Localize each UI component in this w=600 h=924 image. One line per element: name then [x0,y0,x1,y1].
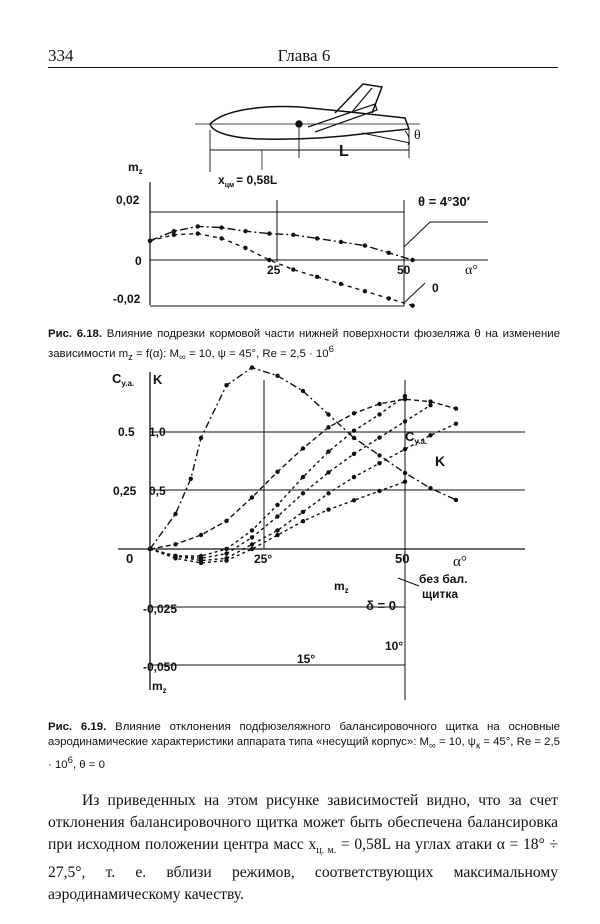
data-point [377,412,381,416]
fig619-zero-label: 0 [126,551,134,566]
data-point [403,419,407,423]
tail-fin [335,84,382,113]
fig619-k-tick-05: 0,5 [149,484,166,498]
data-point [352,475,356,479]
data-point [403,480,407,484]
fig618-caption-sup: 6 [328,344,334,355]
data-point [377,402,381,406]
fig618-caption-text: Влияние подрезки кормовой части нижней поверхности фюзеляжа θ на изменение зависимости m [48,328,560,360]
fig619-caption-text: Влияние отклонения подфюзеляжного балансировочного щитка на основные аэродинамические характеристики аппарата типа «несущий корпус»: M [48,721,560,748]
fig619-caption-text3: = 45°, Re = 2,5 · 10 [48,736,561,772]
fig618-theta-leader [404,222,488,247]
fig618-caption-number: Рис. 6.18. [48,328,103,340]
fig619-mz-axis-label: $m_z$ [152,679,167,695]
fig619-cy-label: $C_{y.a.}$ [112,371,135,388]
data-point [301,491,305,495]
data-point [315,236,319,240]
fig618-caption-sub: z [128,352,133,364]
data-point [224,383,228,387]
fig618-ytick-m002: -0,02 [113,292,141,306]
fig619-noflap-label-1: без бал. [419,572,468,586]
data-point [352,411,356,415]
data-point [339,282,343,286]
fig618-theta-curve-label: θ = 4°30′ [418,194,470,209]
fig619-curves [148,365,458,565]
data-point [377,453,381,457]
data-point [326,491,330,495]
fig619-plot [118,372,525,700]
data-point [196,231,200,235]
fig619-cy-tick-05: 0.5 [118,425,135,439]
data-point [454,406,458,410]
data-point [199,554,203,558]
data-point [403,394,407,398]
page-number: 334 [48,46,74,65]
data-point [224,547,228,551]
data-point [243,246,247,250]
data-point [267,231,271,235]
figure-6-18 [195,84,420,172]
data-point [189,477,193,481]
fig619-k-label: K [153,372,163,387]
body-paragraph [48,790,558,906]
series-line-618-1 [150,234,413,306]
data-point [326,507,330,511]
fig618-ytick-002: 0,02 [116,193,140,207]
data-point [428,433,432,437]
fig619-k-tick-1: 1,0 [149,425,166,439]
data-point [275,533,279,537]
fig619-caption-text2: = 10, ψ [435,736,476,748]
data-point [173,554,177,558]
data-point [275,374,279,378]
figure-6-19-caption [48,720,560,773]
theta-flap-line [362,133,410,143]
data-point [403,447,407,451]
fig619-delta15-label: 15° [297,652,316,666]
data-point [377,435,381,439]
data-point [352,429,356,433]
data-point [267,258,271,262]
fig619-delta10-label: 10° [385,639,404,653]
data-point [291,267,295,271]
fig619-caption-sup: 6 [67,755,73,767]
data-point [250,495,254,499]
data-point [339,240,343,244]
series-line-619-4 [150,405,431,558]
paragraph-part-1: Из приведенных на этом рисунке зависимостей видно, что за счет отклонения балансировочного щитка может быть обеспечена балансировка при исходном положении центра масс x [48,792,558,853]
data-point [224,519,228,523]
data-point [291,233,295,237]
data-point [301,446,305,450]
data-point [377,461,381,465]
fig618-theta-label: θ [414,128,421,143]
data-point [403,471,407,475]
data-point [454,422,458,426]
data-point [352,452,356,456]
data-point [301,519,305,523]
fig618-x-label: α° [465,263,478,278]
fig619-noflap-leader [398,578,419,586]
data-point [219,236,223,240]
fig619-caption-number: Рис. 6.19. [48,721,107,733]
figure-6-18-caption [48,327,560,365]
fig619-k-curve-label: K [435,453,446,469]
data-point [352,436,356,440]
fig619-xtick-50: 50 [395,551,410,566]
data-point [301,389,305,393]
data-point [326,470,330,474]
data-point [250,542,254,546]
fig618-xcm-label: $x_{цм} = 0,58L$ [218,173,278,189]
series-line-619-2 [150,482,405,563]
fig619-caption-sub2: к [475,740,481,752]
data-point [275,514,279,518]
data-point [224,551,228,555]
fig619-cy-tick-025: 0,25 [113,484,137,498]
series-line-618-0 [150,226,413,260]
fig619-caption-tail: , θ = 0 [72,759,105,772]
fig619-noflap-label-2: щитка [422,587,459,601]
data-point [219,225,223,229]
data-point [301,510,305,514]
fig619-caption-sub: ∞ [429,740,436,752]
data-point [352,498,356,502]
data-point [250,365,254,369]
data-point [387,296,391,300]
fig619-x-label: α° [453,554,467,570]
data-point [275,470,279,474]
theta-arc [405,131,409,145]
data-point [250,535,254,539]
data-point [428,403,432,407]
data-point [363,289,367,293]
data-point [387,251,391,255]
data-point [250,547,254,551]
data-point [410,303,414,307]
data-point [148,239,152,243]
fig618-zero-leader [405,283,425,302]
data-point [326,449,330,453]
data-point [275,503,279,507]
paragraph-part-2: = 0,58L на углах атаки α = 18° ÷ 27,5°, т. е. вблизи режимов, соответствующих максимальному аэродинамическому качеству. [48,836,559,904]
data-point [173,512,177,516]
data-point [172,233,176,237]
data-point [301,475,305,479]
paragraph-sub: ц. м. [316,845,337,857]
data-point [250,528,254,532]
fig618-xtick-25: 25 [267,263,281,277]
data-point [275,528,279,532]
chapter-title: Глава 6 [277,46,331,65]
series-line-619-1 [150,399,456,549]
data-point [199,533,203,537]
data-point [454,498,458,502]
fig618-L-label: L [339,143,349,160]
fig619-xtick-25: 25° [254,552,273,566]
data-point [326,412,330,416]
fig619-mz-tick-050: -0,050 [143,660,178,674]
data-point [199,436,203,440]
data-point [173,542,177,546]
data-point [148,547,152,551]
data-point [243,229,247,233]
data-point [326,425,330,429]
fig619-cy-curve-label: $C_{y.a.}$ [405,429,428,446]
fig618-y-label: $m_z$ [128,160,143,176]
data-point [410,258,414,262]
data-point [196,224,200,228]
data-point [315,275,319,279]
fig619-mz-curve-label: $m_z$ [334,579,349,595]
data-point [363,243,367,247]
data-point [377,489,381,493]
fig619-mz-tick-025: -0,025 [143,602,178,616]
data-point [428,486,432,490]
fuselage-outline [210,107,409,140]
data-point [224,556,228,560]
fig618-zero-curve-label: 0 [432,281,439,295]
fig618-caption-text2: = f(α): M [132,347,180,360]
fig618-xtick-50: 50 [397,263,411,277]
fig618-curves [148,224,415,308]
fig618-caption-sub2: ∞ [179,352,186,364]
fig618-ytick-0: 0 [135,254,142,268]
fig618-caption-tail: = 10, ψ = 45°, Re = 2,5 · 10 [185,347,329,360]
fig619-delta0-label: δ = 0 [366,598,396,613]
